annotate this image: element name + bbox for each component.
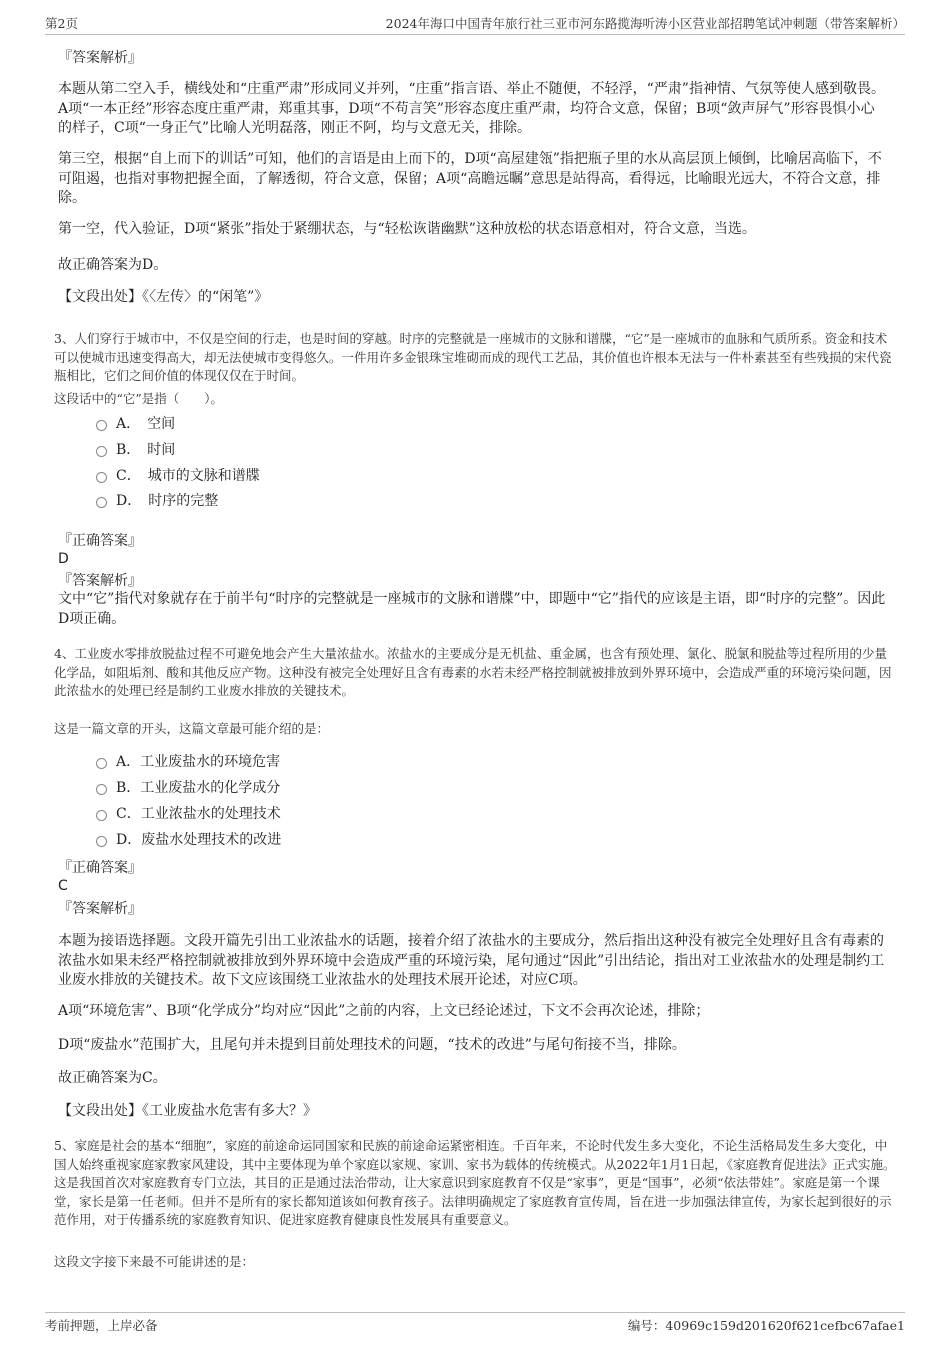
q4-answer-statement: 故正确答案为C。 [58, 1070, 167, 1086]
radio-icon[interactable] [96, 472, 107, 483]
q2-source: 【文段出处】《〈左传〉的“闲笔”》 [58, 289, 269, 305]
radio-icon[interactable] [96, 836, 107, 847]
q3-question: 这段话中的“它”是指（ ）。 [54, 391, 224, 406]
q4-correct-answer: C [58, 878, 68, 894]
radio-icon[interactable] [96, 810, 107, 821]
q4-option-d[interactable]: D．废盐水处理技术的改进 [96, 830, 281, 850]
q3-option-c[interactable]: C． 城市的文脉和谱牒 [96, 466, 260, 486]
q4-stem: 4、工业废水零排放脱盐过程不可避免地会产生大量浓盐水。浓盐水的主要成分是无机盐、重金属，也含有预处理、氯化、脱氯和脱盐等过程所用的少量化学品，如阻垢剂、酸和其他反应产物。这种没有被完全处理好且含有毒素的水若未经严格控制就被排放到外界环境中，会造成严重的环境污染问题，因此浓盐水的处理已经是制约工业废水排放的关键技术。 [54, 646, 892, 698]
q4-analysis-p3: D项“废盐水”范围扩大，且尾句并未提到目前处理技术的问题，“技术的改进”与尾句衔接不当，排除。 [58, 1037, 686, 1053]
radio-icon[interactable] [96, 784, 107, 795]
q2-analysis-p2: 第三空，根据“自上而下的训话”可知，他们的言语是由上而下的，D项“高屋建瓴”指把瓶子里的水从高层顶上倾倒，比喻居高临下，不可阻遏，也指对事物把握全面，了解透彻，符合文意，保留；A项“高瞻远瞩”意思是站得高，看得远，比喻眼光远大，不符合文意，排除。 [58, 151, 882, 206]
radio-icon[interactable] [96, 758, 107, 769]
page-footer [45, 1312, 905, 1335]
q3-analysis-label: 『答案解析』 [58, 573, 142, 589]
q3-correct-answer: D [58, 551, 69, 567]
q3-analysis: 文中“它”指代对象就存在于前半句“时序的完整就是一座城市的文脉和谱牒”中，即题中“它”指代的应该是主语，即“时序的完整”。因此D项正确。 [58, 591, 886, 627]
page-number: 第2页 [45, 16, 78, 31]
q4-option-b[interactable]: B．工业废盐水的化学成分 [96, 778, 280, 798]
q3-stem: 3、人们穿行于城市中，不仅是空间的行走，也是时间的穿越。时序的完整就是一座城市的文脉和谱牒，“它”是一座城市的血脉和气质所系。资金和技术可以使城市迅速变得高大，却无法使城市变得悠久。一件用许多金银珠宝堆砌而成的现代工艺品，其价值也许根本无法与一件朴素甚至有些残损的宋代瓷瓶相比，它们之间价值的体现仅仅在于时间。 [54, 331, 892, 383]
q4-source: 【文段出处】《工业废盐水危害有多大？》 [58, 1103, 317, 1119]
q4-option-c[interactable]: C．工业浓盐水的处理技术 [96, 804, 281, 824]
q3-option-b[interactable]: B． 时间 [96, 440, 175, 460]
q3-option-d[interactable]: D． 时序的完整 [96, 491, 218, 511]
q4-analysis-p1: 本题为接语选择题。文段开篇先引出工业浓盐水的话题，接着介绍了浓盐水的主要成分，然后指出这种没有被完全处理好且含有毒素的浓盐水如果未经严格控制就被排放到外界环境中会造成严重的环境污染，尾句通过“因此”引出结论，指出对工业浓盐水的处理是制约工业废水排放的关键技术。故下文应该围绕工业浓盐水的处理技术展开论述，对应C项。 [58, 933, 885, 988]
q4-analysis-label: 『答案解析』 [58, 901, 142, 917]
q4-option-a[interactable]: A．工业废盐水的环境危害 [96, 752, 280, 772]
document-title: 2024年海口中国青年旅行社三亚市河东路揽海听涛小区营业部招聘笔试冲刺题（带答案解析） [385, 16, 905, 31]
page-header [45, 14, 905, 35]
q3-option-a[interactable]: A． 空间 [96, 414, 175, 434]
q2-analysis-label: 『答案解析』 [58, 50, 142, 66]
q4-correct-label: 『正确答案』 [58, 860, 142, 876]
q5-question: 这段文字接下来最不可能讲述的是： [54, 1254, 255, 1269]
q4-question: 这是一篇文章的开头，这篇文章最可能介绍的是： [54, 721, 330, 736]
radio-icon[interactable] [96, 497, 107, 508]
q2-analysis-p3: 第一空，代入验证，D项“紧张”指处于紧绷状态，与“轻松诙谐幽默”这种放松的状态语意相对，符合文意，当选。 [58, 221, 756, 237]
q2-answer-statement: 故正确答案为D。 [58, 257, 168, 273]
radio-icon[interactable] [96, 446, 107, 457]
q4-analysis-p2: A项“环境危害”、B项“化学成分”均对应“因此”之前的内容，上文已经论述过，下文不会再次论述，排除； [58, 1003, 710, 1019]
q3-correct-label: 『正确答案』 [58, 533, 142, 549]
radio-icon[interactable] [96, 420, 107, 431]
footer-slogan: 考前押题，上岸必备 [45, 1318, 158, 1333]
document-id: 编号：40969c159d201620f621cefbc67afae1 [627, 1318, 905, 1333]
q2-analysis-p1: 本题从第二空入手，横线处和“庄重严肃”形成同义并列，“庄重”指言语、举止不随便，不轻浮，“严肃”指神情、气氛等使人感到敬畏。A项“一本正经”形容态度庄重严肃，郑重其事，D项“不苟言笑”形容态度庄重严肃，均符合文意，保留；B项“敛声屏气”形容畏惧小心的样子，C项“一身正气”比喻人光明磊落，刚正不阿，均与文意无关，排除。 [58, 81, 885, 136]
q5-stem: 5、家庭是社会的基本“细胞”，家庭的前途命运同国家和民族的前途命运紧密相连。千百年来，不论时代发生多大变化，不论生活格局发生多大变化，中国人始终重视家庭家教家风建设，其中主要体现为单个家庭以家规、家训、家书为载体的传统模式。从2022年1月1日起，《家庭教育促进法》正式实施。这是我国首次对家庭教育专门立法，其目的正是通过法治带动，让大家意识到家庭教育不仅是“家事”，更是“国事”，必须“依法带娃”。家庭是第一个课堂，家长是第一任老师。但并不是所有的家长都知道该如何教育孩子。法律明确规定了家庭教育宣传周，旨在进一步加强法律宣传，为家长起到很好的示范作用，对于传播系统的家庭教育知识、促进家庭教育健康良性发展具有重要意义。 [54, 1138, 896, 1227]
